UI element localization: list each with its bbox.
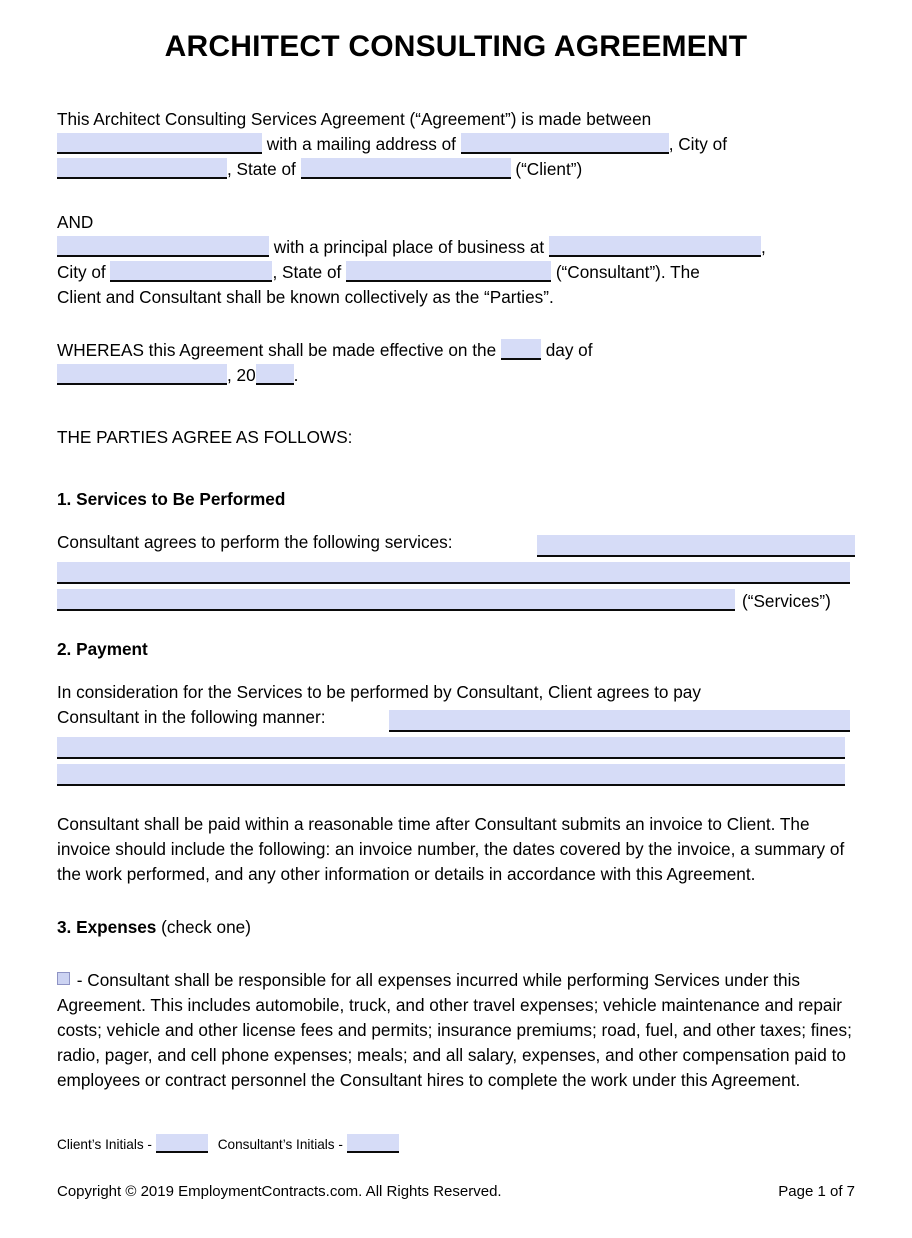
- day-of-label: day of: [540, 340, 593, 360]
- client-state-field[interactable]: [301, 158, 511, 179]
- section-1-heading: 1. Services to Be Performed: [57, 489, 286, 509]
- consultant-paragraph: [57, 210, 855, 310]
- services-definition-label: (“Services”): [742, 591, 831, 611]
- page-footer: [57, 1182, 855, 1202]
- payment-line-3[interactable]: [57, 764, 845, 786]
- client-city-label: , City of: [668, 134, 727, 154]
- payment-lead-text-1: In consideration for the Services to be performed by Consultant, Client agrees to pay: [57, 682, 701, 702]
- page-title: ARCHITECT CONSULTING AGREEMENT: [164, 30, 748, 63]
- services-line-3[interactable]: [57, 589, 735, 611]
- client-name-field[interactable]: [57, 133, 262, 154]
- invoice-paragraph: Consultant shall be paid within a reasonable time after Consultant submits an invoice to Client. The invoice should include the following: an invoice number, the dates covered by the invoice, a summary of the work performed, and any other information or details in accordance with this Agreement.: [57, 814, 845, 884]
- effective-day-field[interactable]: [501, 339, 541, 360]
- copyright-text: Copyright © 2019 EmploymentContracts.com. All Rights Reserved.: [57, 1183, 502, 1200]
- expenses-option-dash: -: [72, 970, 88, 990]
- expenses-option-paragraph: [57, 968, 855, 1093]
- section-2-heading: 2. Payment: [57, 639, 148, 659]
- mailing-address-label: with a mailing address of: [262, 134, 461, 154]
- payment-lead-row-1: [57, 680, 855, 705]
- effective-year-field[interactable]: [256, 364, 294, 385]
- consultant-initials-label: Consultant’s Initials -: [217, 1137, 347, 1152]
- payment-line-2[interactable]: [57, 737, 845, 759]
- client-designation-label: (“Client”): [510, 159, 583, 179]
- section-3-heading-bold: 3. Expenses: [57, 917, 162, 937]
- consultant-comma: ,: [760, 237, 766, 257]
- client-state-label: , State of: [227, 159, 301, 179]
- payment-lead-text-2: Consultant in the following manner:: [57, 707, 326, 727]
- services-line-2[interactable]: [57, 562, 850, 584]
- consultant-name-field[interactable]: [57, 236, 269, 257]
- effective-month-field[interactable]: [57, 364, 227, 385]
- client-initials-label: Client’s Initials -: [57, 1137, 156, 1152]
- expenses-consultant-checkbox[interactable]: [57, 972, 70, 985]
- payment-line-1[interactable]: [389, 710, 850, 732]
- business-address-label: with a principal place of business at: [269, 237, 549, 257]
- year-prefix-label: , 20: [227, 365, 256, 385]
- intro-line-1: This Architect Consulting Services Agreement (“Agreement”) is made between: [57, 109, 652, 129]
- client-initials-field[interactable]: [156, 1134, 208, 1153]
- client-city-field[interactable]: [57, 158, 227, 179]
- and-label: AND: [57, 212, 94, 232]
- page-number: Page 1 of 7: [778, 1183, 855, 1200]
- client-mailing-address-field[interactable]: [461, 133, 669, 154]
- whereas-paragraph: [57, 338, 855, 388]
- consultant-initials-field[interactable]: [347, 1134, 399, 1153]
- services-lead-text: Consultant agrees to perform the following services:: [57, 532, 453, 552]
- parties-definition-line: Client and Consultant shall be known collectively as the “Parties”.: [57, 287, 554, 307]
- consultant-city-field[interactable]: [110, 261, 272, 282]
- initials-row: [57, 1134, 399, 1154]
- section-3-heading-note: (check one): [161, 917, 251, 937]
- consultant-state-field[interactable]: [346, 261, 551, 282]
- consultant-city-label: City of: [57, 262, 111, 282]
- expenses-option-text: Consultant shall be responsible for all expenses incurred while performing Services under this Agreement. This includes automobile, truck, and other travel expenses; vehicle maintenance and repair costs; vehicle and other license fees and permits; insurance premiums; road, fuel, and other taxes; fines; radio, pager, and cell phone expenses; meals; and all salary, expenses, and other compensation paid to employees or contract personnel the Consultant hires to complete the work under this Agreement.: [57, 970, 852, 1090]
- whereas-period: .: [293, 365, 299, 385]
- services-line-1[interactable]: [537, 535, 855, 557]
- whereas-lead-text: WHEREAS this Agreement shall be made effective on the: [57, 340, 501, 360]
- consultant-state-label: , State of: [272, 262, 347, 282]
- consultant-business-address-field[interactable]: [549, 236, 761, 257]
- intro-paragraph: [57, 107, 855, 182]
- consultant-designation-label: (“Consultant”). The: [551, 262, 700, 282]
- parties-agree-line: THE PARTIES AGREE AS FOLLOWS:: [57, 427, 353, 447]
- section-3-heading: [57, 915, 855, 940]
